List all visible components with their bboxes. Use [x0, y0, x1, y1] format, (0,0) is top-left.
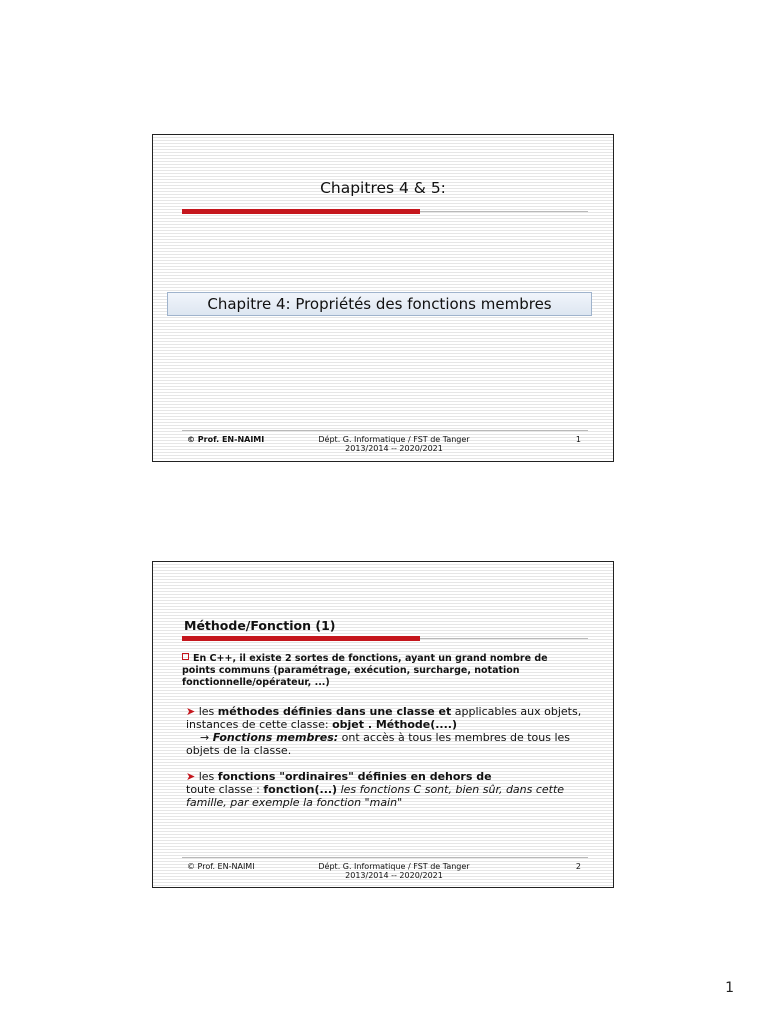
methods-item: [186, 705, 586, 757]
functions-item: [186, 770, 586, 809]
right-arrow-icon: →: [200, 731, 210, 744]
slide-2-footer-line: [182, 857, 588, 858]
page-number: 1: [725, 980, 734, 996]
slide-1-footer-dept-line: Dépt. G. Informatique / FST de Tanger: [318, 435, 470, 444]
methods-bold-1: méthodes définies dans une classe et: [217, 705, 452, 718]
functions-bold-1: fonctions "ordinaires" définies en dehors de: [217, 770, 492, 783]
arrow-bullet-icon: ➤: [186, 770, 196, 783]
slide-2-red-bar: [182, 636, 420, 641]
functions-text-1: les: [195, 770, 218, 783]
slide-2: [152, 561, 614, 888]
slide-2-footer-dept-line: Dépt. G. Informatique / FST de Tanger: [318, 862, 470, 871]
slide-2-footer-dept: [299, 862, 489, 880]
functions-syntax: fonction(...): [263, 783, 338, 796]
slide-2-title: Méthode/Fonction (1): [184, 618, 336, 633]
slide-2-number: 2: [575, 862, 581, 871]
slide-1-footer-line: [182, 430, 588, 431]
slide-2-footer-years: 2013/2014 -- 2020/2021: [345, 871, 443, 880]
chapter-title-box: Chapitre 4: Propriétés des fonctions membres: [167, 292, 592, 316]
slide-1-divider: [420, 211, 588, 212]
slide-2-divider: [420, 638, 588, 639]
methods-text-1: les: [195, 705, 218, 718]
main-bullet-text: En C++, il existe 2 sortes de fonctions, ayant un grand nombre de points communs (paramétrage, exécution, surcharge, notation fonctionnelle/opérateur, ...): [182, 653, 548, 688]
slide-1: [152, 134, 614, 462]
slide-1-red-bar: [182, 209, 420, 214]
slide-2-main-bullet: [182, 653, 582, 689]
slide-1-footer-years: 2013/2014 -- 2020/2021: [345, 444, 443, 453]
slide-1-number: 1: [575, 435, 581, 444]
member-functions-label: Fonctions membres:: [212, 731, 339, 744]
methods-syntax: objet . Méthode(....): [332, 718, 457, 731]
methods-text-2: applicables aux objets, instances de cette classe:: [186, 705, 582, 731]
functions-italic: les fonctions C sont, bien sûr, dans cette famille, par exemple la fonction "main": [186, 783, 565, 809]
square-bullet-icon: [182, 653, 189, 660]
functions-text-2: toute classe :: [186, 783, 264, 796]
slide-1-title: Chapitres 4 & 5:: [320, 179, 446, 197]
methods-text-3: ont accès à tous les membres de tous les objets de la classe.: [186, 731, 571, 757]
slide-2-footer-author: © Prof. EN-NAIMI: [187, 862, 255, 871]
slide-1-footer-dept: [299, 435, 489, 453]
slide-1-footer-author: © Prof. EN-NAIMI: [187, 435, 265, 444]
arrow-bullet-icon: ➤: [186, 705, 196, 718]
